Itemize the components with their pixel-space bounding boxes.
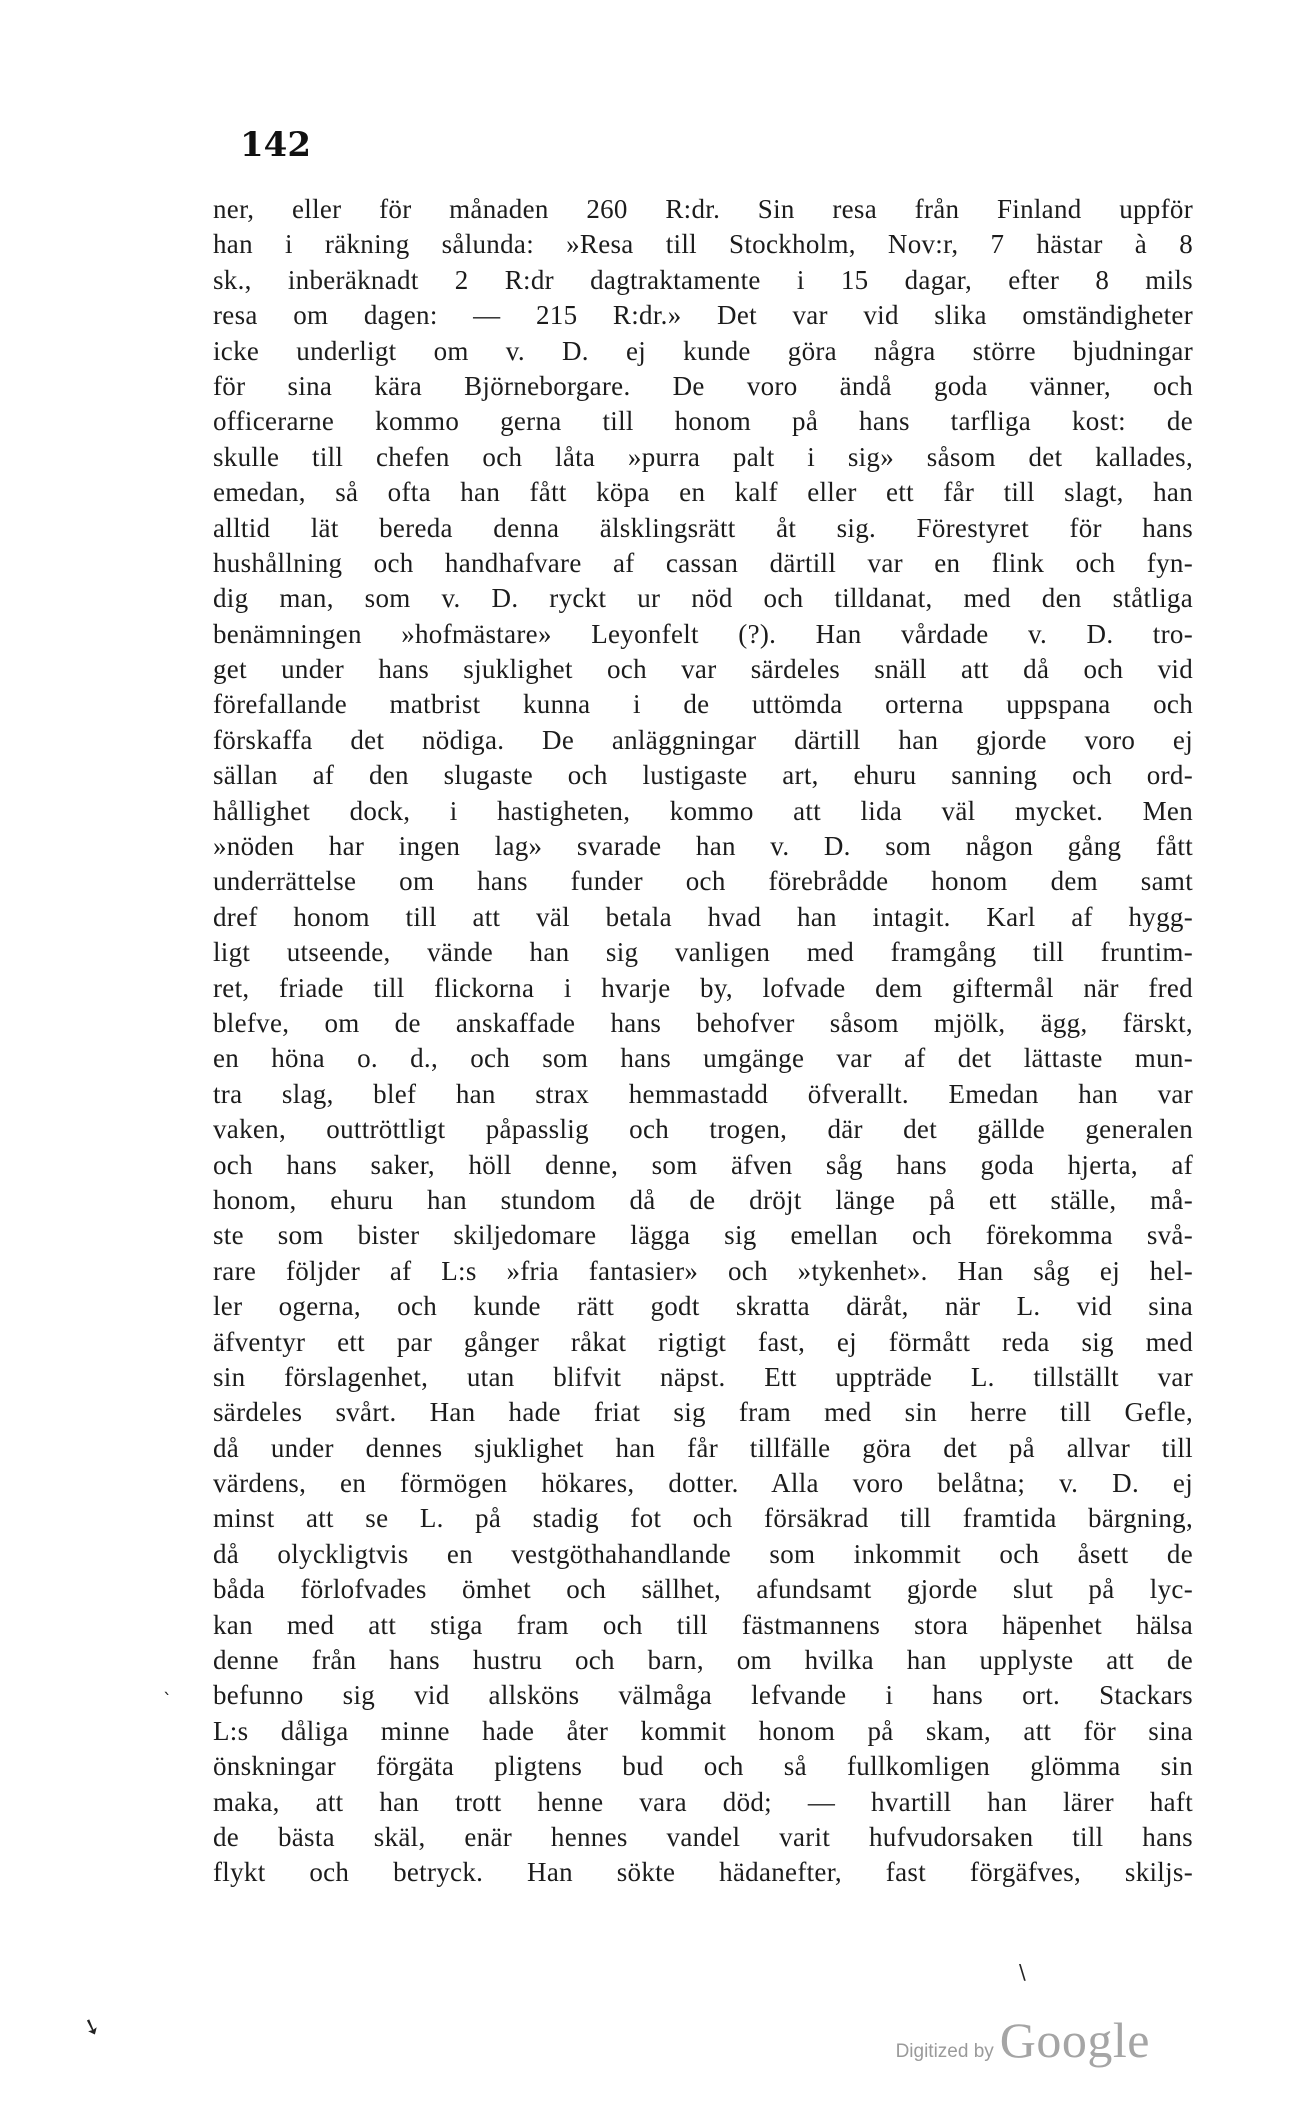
text-line: benämningen »hofmästare» Leyonfelt (?). Han vårdade v. D. tro- (213, 618, 1193, 649)
watermark-prefix: Digitized by (895, 2041, 994, 2062)
text-line: flykt och betryck. Han sökte hädanefter, fast förgäfves, skiljs- (213, 1857, 1193, 1888)
text-line: maka, att han trott henne vara död; — hvartill han lärer haft (213, 1786, 1193, 1817)
text-line: äfventyr ett par gånger råkat rigtigt fast, ej förmått reda sig med (213, 1326, 1193, 1357)
text-line: denne från hans hustru och barn, om hvilka han upplyste att de (213, 1645, 1193, 1676)
text-line: alltid lät bereda denna älsklingsrätt åt sig. Förestyret för hans (213, 512, 1193, 543)
text-line: sk., inberäknadt 2 R:dr dagtraktamente i 15 dagar, efter 8 mils (213, 264, 1193, 295)
text-line: hushållning och handhafvare af cassan därtill var en flink och fyn- (213, 547, 1193, 578)
text-line: ligt utseende, vände han sig vanligen med framgång till fruntim- (213, 937, 1193, 968)
text-line: särdeles svårt. Han hade friat sig fram med sin herre till Gefle, (213, 1397, 1193, 1428)
text-line: skulle till chefen och låta »purra palt i sig» såsom det kallades, (213, 441, 1193, 472)
margin-mark: ➘ (78, 2012, 105, 2043)
text-line: resa om dagen: — 215 R:dr.» Det var vid slika omständigheter (213, 300, 1193, 331)
text-line: vaken, outtröttligt påpasslig och trogen, där det gällde generalen (213, 1114, 1193, 1145)
text-line: underrättelse om hans funder och förebrådde honom dem samt (213, 866, 1193, 897)
digitized-watermark (896, 2011, 1150, 2069)
text-line: »nöden har ingen lag» svarade han v. D. som någon gång fått (213, 831, 1193, 862)
body-text (213, 192, 1193, 1891)
page-number: 142 (240, 125, 311, 165)
text-line: han i räkning sålunda: »Resa till Stockholm, Nov:r, 7 hästar à 8 (213, 229, 1193, 260)
text-line: och hans saker, höll denne, som äfven såg hans goda hjerta, af (213, 1149, 1193, 1180)
text-line: sällan af den slugaste och lustigaste art, ehuru sanning och ord- (213, 760, 1193, 791)
google-logo: Google (999, 2012, 1150, 2068)
text-line: ler ogerna, och kunde rätt godt skratta däråt, när L. vid sina (213, 1291, 1193, 1322)
text-line: för sina kära Björneborgare. De voro ändå goda vänner, och (213, 370, 1193, 401)
text-line: officerarne kommo gerna till honom på hans tarfliga kost: de (213, 406, 1193, 437)
text-line: båda förlofvades ömhet och sällhet, afundsamt gjorde slut på lyc- (213, 1574, 1193, 1605)
margin-mark: \ (1019, 1960, 1026, 1984)
text-line: ste som bister skiljedomare lägga sig emellan och förekomma svå- (213, 1220, 1193, 1251)
text-line: tra slag, blef han strax hemmastadd öfverallt. Emedan han var (213, 1078, 1193, 1109)
text-line: rare följder af L:s »fria fantasier» och »tykenhet». Han såg ej hel- (213, 1255, 1193, 1286)
text-line: hållighet dock, i hastigheten, kommo att lida väl mycket. Men (213, 795, 1193, 826)
text-line: förefallande matbrist kunna i de uttömda orterna uppspana och (213, 689, 1193, 720)
text-line: L:s dåliga minne hade åter kommit honom på skam, att för sina (213, 1715, 1193, 1746)
text-line: emedan, så ofta han fått köpa en kalf eller ett får till slagt, han (213, 477, 1193, 508)
text-line: önskningar förgäta pligtens bud och så fullkomligen glömma sin (213, 1751, 1193, 1782)
text-line: då olyckligtvis en vestgöthahandlande som inkommit och åsett de (213, 1538, 1193, 1569)
text-line: ret, friade till flickorna i hvarje by, lofvade dem giftermål när fred (213, 972, 1193, 1003)
text-line: en höna o. d., och som hans umgänge var af det lättaste mun- (213, 1043, 1193, 1074)
text-line: sin förslagenhet, utan blifvit näpst. Ett uppträde L. tillställt var (213, 1361, 1193, 1392)
text-line: de bästa skäl, enär hennes vandel varit hufvudorsaken till hans (213, 1821, 1193, 1852)
text-line: dig man, som v. D. ryckt ur nöd och tilldanat, med den ståtliga (213, 583, 1193, 614)
text-line: befunno sig vid allsköns välmåga lefvande i hans ort. Stackars (213, 1680, 1193, 1711)
text-line: blefve, om de anskaffade hans behofver såsom mjölk, ägg, färskt, (213, 1007, 1193, 1038)
text-line: icke underligt om v. D. ej kunde göra några större bjudningar (213, 335, 1193, 366)
text-line: värdens, en förmögen hökares, dotter. Alla voro belåtna; v. D. ej (213, 1468, 1193, 1499)
text-line: honom, ehuru han stundom då de dröjt länge på ett ställe, må- (213, 1184, 1193, 1215)
text-line: get under hans sjuklighet och var särdeles snäll att då och vid (213, 654, 1193, 685)
text-line: kan med att stiga fram och till fästmannens stora häpenhet hälsa (213, 1609, 1193, 1640)
margin-mark: ` (163, 1690, 172, 1711)
text-line: ner, eller för månaden 260 R:dr. Sin resa från Finland uppför (213, 194, 1193, 224)
text-line: dref honom till att väl betala hvad han intagit. Karl af hygg- (213, 901, 1193, 932)
text-line: då under dennes sjuklighet han får tillfälle göra det på allvar till (213, 1432, 1193, 1463)
text-line: förskaffa det nödiga. De anläggningar därtill han gjorde voro ej (213, 724, 1193, 755)
text-line: minst att se L. på stadig fot och försäkrad till framtida bärgning, (213, 1503, 1193, 1534)
